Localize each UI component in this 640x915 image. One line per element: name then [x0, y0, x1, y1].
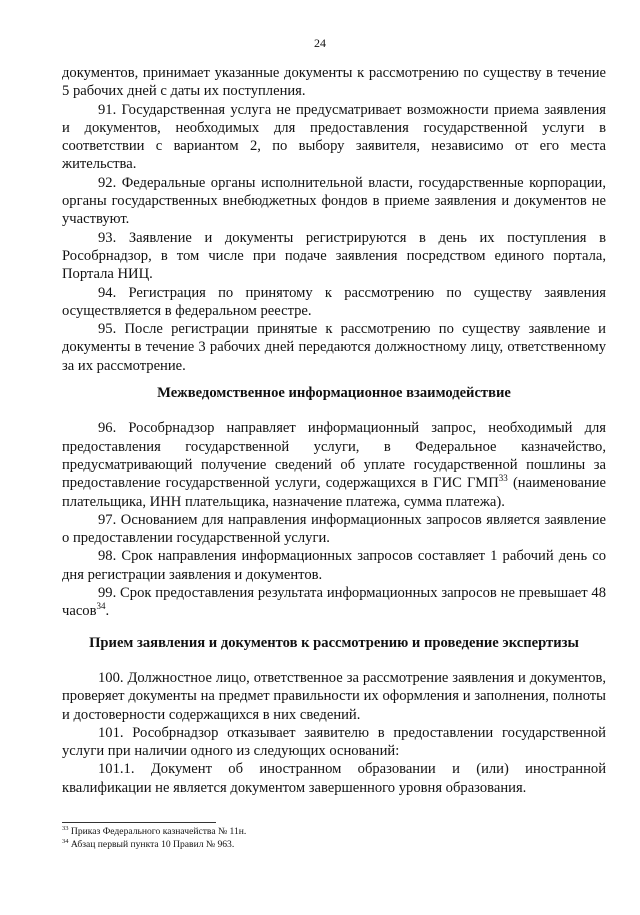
paragraph-97: 97. Основанием для направления информационных запросов является заявление о предоставлении государственной услуги. [62, 511, 606, 547]
footnotes [62, 826, 606, 851]
footnote-33 [62, 826, 606, 839]
page-number: 24 [314, 36, 326, 50]
footnote-divider [62, 822, 216, 823]
paragraph-101-1: 101.1. Документ об иностранном образовании и (или) иностранной квалификации не является документом завершенного уровня образования. [62, 761, 606, 796]
paragraph-98: 98. Срок направления информационных запросов составляет 1 рабочий день со дня регистрации заявления и документов. [62, 548, 606, 583]
footnote-34 [62, 839, 606, 852]
section-heading-reception-expertise: Прием заявления и документов к рассмотрению и проведение экспертизы [89, 634, 579, 651]
paragraph-95: 95. После регистрации принятые к рассмотрению по существу заявление и документы в течение 3 рабочих дней передаются должностному лицу, ответственному за их рассмотрение. [62, 321, 606, 374]
paragraph-continuation: документов, принимает указанные документы к рассмотрению по существу в течение 5 рабочих дней с даты их поступления. [62, 65, 606, 100]
paragraph-96 [62, 419, 606, 510]
paragraph-96-text: 96. Рособрнадзор направляет информационный запрос, необходимый для предоставления государственной услуги, в Федеральное казначейство, предусматривающий получение сведений об уплате государственной пошлины за предоставление государственной услуги, содержащихся в ГИС ГМП [62, 420, 606, 492]
section-heading-interagency: Межведомственное информационное взаимодействие [157, 385, 511, 402]
paragraph-92: 92. Федеральные органы исполнительной власти, государственные корпорации, органы государственных внебюджетных фондов в приеме заявления и документов не участвуют. [62, 174, 606, 228]
paragraph-94: 94. Регистрация по принятому к рассмотрению по существу заявления осуществляется в федеральном реестре. [62, 284, 606, 319]
paragraph-96-tail: (наименование плательщика, ИНН плательщика, назначение платежа, сумма платежа). [62, 475, 606, 510]
footnote-ref-33[interactable]: 33 [498, 473, 508, 484]
paragraph-93: 93. Заявление и документы регистрируются в день их поступления в Рособрнадзор, в том числе при подаче заявления посредством единого портала, Портала НИЦ. [62, 229, 606, 283]
footnote-33-text: Приказ Федерального казначейства № 11н. [68, 826, 247, 837]
footnote-34-text: Абзац первый пункта 10 Правил № 963. [68, 838, 235, 850]
paragraph-99-tail: . [105, 603, 110, 620]
paragraph-100: 100. Должностное лицо, ответственное за рассмотрение заявления и документов, проверяет документы на предмет правильности их оформления и заполнения, полноты и достоверности содержащихся в них сведений. [62, 669, 606, 723]
footnote-marker-34: 34 [62, 837, 69, 845]
paragraph-101: 101. Рособрнадзор отказывает заявителю в предоставлении государственной услуги при наличии одного из следующих оснований: [62, 724, 606, 760]
document-body [62, 64, 606, 797]
paragraph-99 [62, 584, 606, 621]
footnote-ref-34[interactable]: 34 [96, 601, 106, 612]
paragraph-99-text: 99. Срок предоставления результата информационных запросов не превышает 48 часов [62, 585, 606, 620]
paragraph-91: 91. Государственная услуга не предусматривает возможности приема заявления и документов, необходимых для предоставления государственной услуги в соответствии с вариантом 2, по выбору заявителя, независимо от его места жительства. [62, 101, 606, 173]
footnote-marker-33: 33 [62, 824, 69, 832]
